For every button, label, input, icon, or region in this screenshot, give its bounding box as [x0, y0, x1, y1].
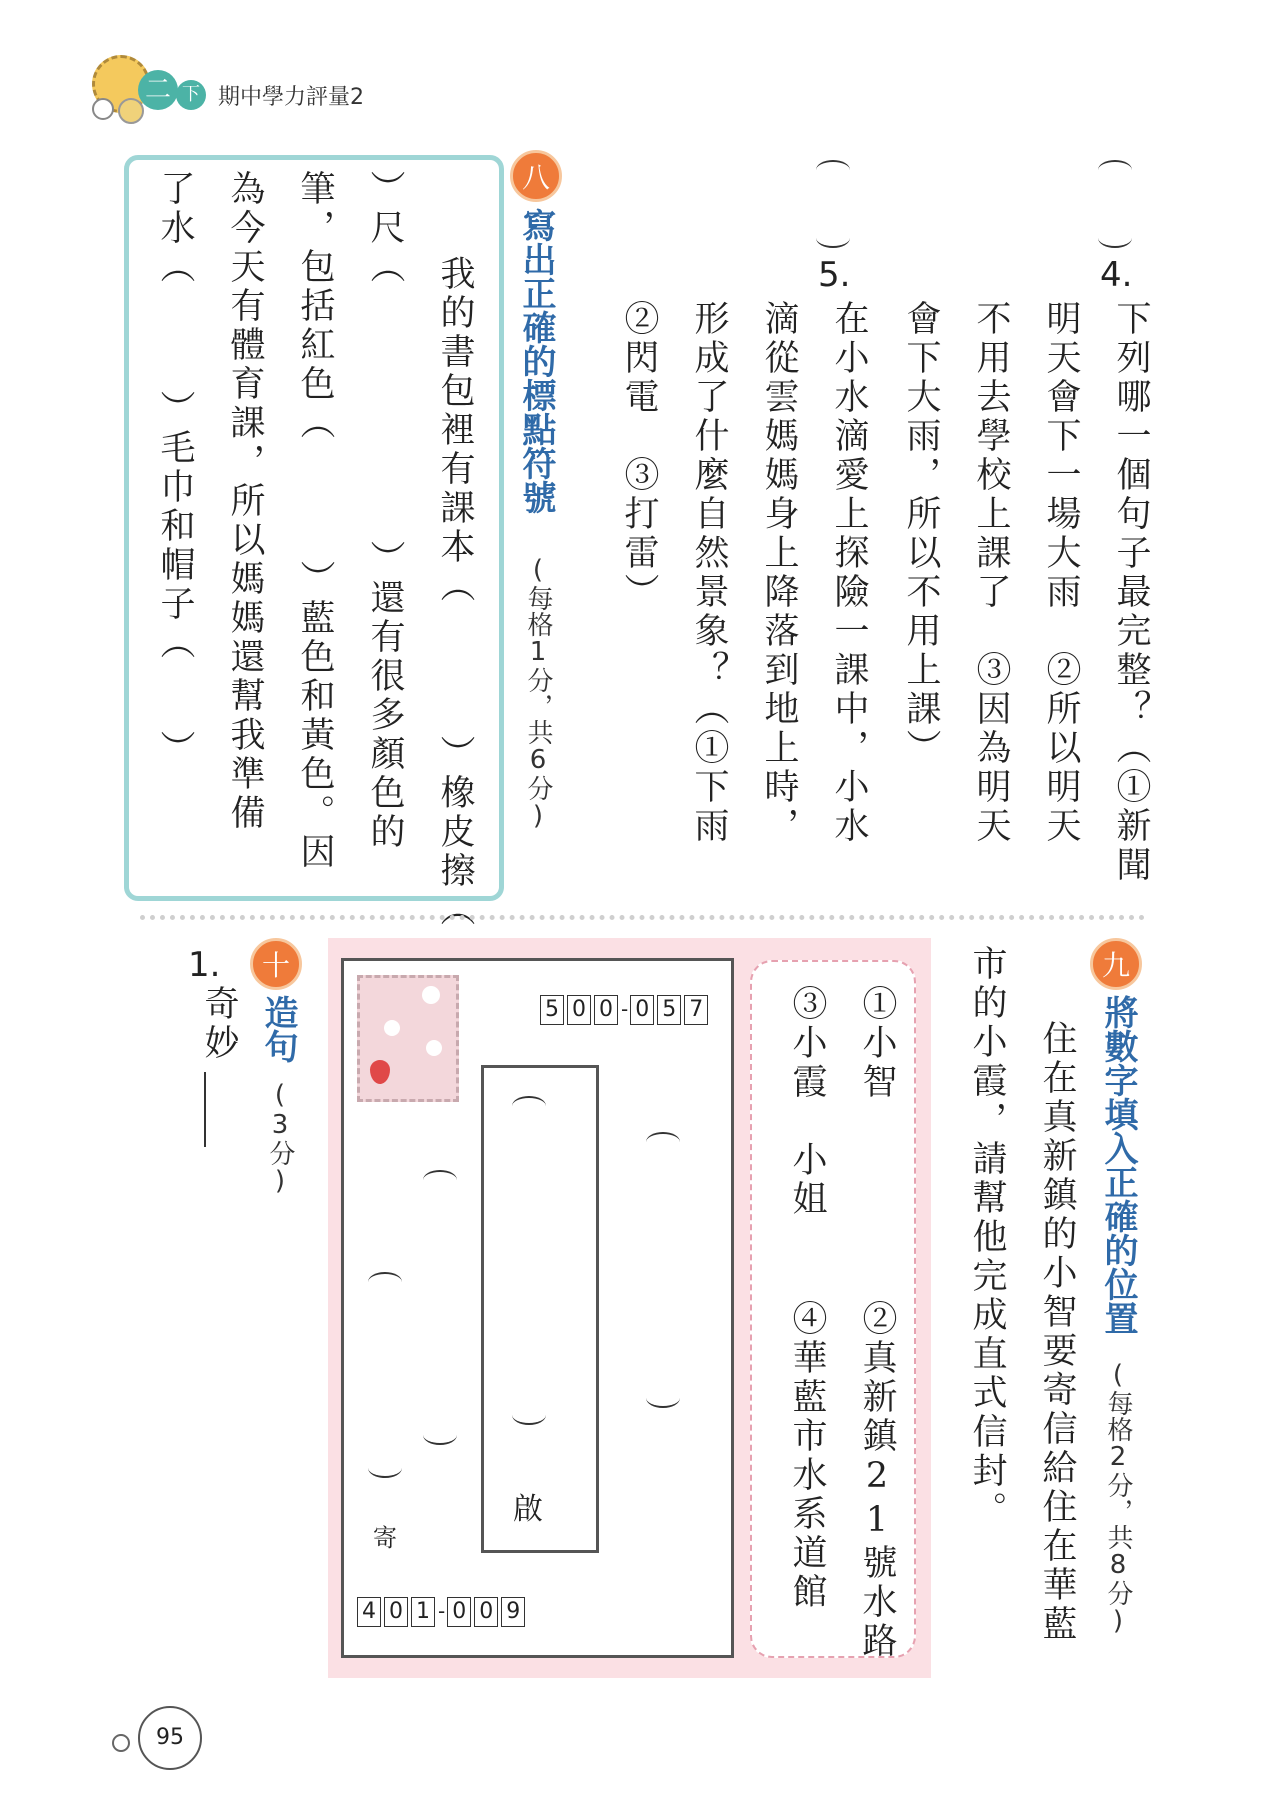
blank-paren-top[interactable]: [368, 1272, 402, 1292]
q5-line: 滴從雲媽媽身上降落到地上時，: [759, 300, 799, 846]
postcode-digit: 7: [684, 995, 708, 1025]
postcode-digit: 0: [567, 995, 591, 1025]
q1-word: 奇妙: [199, 985, 239, 1063]
answer-line[interactable]: [204, 1072, 206, 1147]
section9-score: (每格2分，共8分): [1103, 1360, 1133, 1636]
header-title: 期中學力評量2: [218, 85, 364, 110]
section8-line: 筆，包括紅色（: [295, 170, 335, 443]
flower-icon: [422, 986, 440, 1004]
section8-line: 我的書包裡有課本（: [435, 255, 475, 606]
postcode-dash: -: [621, 997, 629, 1021]
postcode-digit: 0: [630, 995, 654, 1025]
option-4: ④華藍市水系道館: [787, 1300, 827, 1612]
postcode-digit: 0: [447, 1597, 471, 1627]
option-1: ①小智: [857, 985, 897, 1102]
section8-title: 寫出正確的標點符號: [516, 208, 556, 514]
section8-badge: 八: [510, 150, 562, 202]
open-label: 啟: [513, 1492, 543, 1527]
section8-line: 了水（: [155, 170, 195, 287]
postcode-dash: -: [438, 1599, 446, 1623]
section8-score: (每格1分，共6分): [523, 555, 553, 831]
postcode-bottom: [357, 1597, 528, 1627]
flower-icon: [426, 1040, 442, 1056]
answer-paren-top[interactable]: [1098, 160, 1132, 180]
q5-line: 形成了什麼自然景象？（①下雨: [689, 300, 729, 846]
postcode-digit: 1: [411, 1597, 435, 1627]
blank-paren-top[interactable]: [512, 1096, 546, 1116]
section10-title: 造句: [258, 995, 298, 1063]
q5-line: 在小水滴愛上探險一課中，小水: [829, 300, 869, 846]
postcode-digit: 0: [384, 1597, 408, 1627]
postcode-top: [540, 995, 711, 1025]
section9-badge: 九: [1090, 938, 1142, 990]
blank-paren-bottom[interactable]: [512, 1405, 546, 1425]
blank-paren-bottom[interactable]: [423, 1425, 457, 1445]
section8-line: ）藍色和黃色。因: [295, 560, 335, 872]
postcode-digit: 0: [474, 1597, 498, 1627]
section10-badge: 十: [250, 938, 302, 990]
answer-paren-bottom[interactable]: [1098, 228, 1132, 248]
answer-paren-bottom[interactable]: [816, 228, 850, 248]
option-2: ②真新鎮21號水路: [857, 1300, 897, 1661]
postcode-digit: 5: [657, 995, 681, 1025]
grade-badge: 二: [138, 70, 178, 110]
q4-number: 4.: [1100, 255, 1133, 295]
stamp: [357, 975, 459, 1102]
section-divider: [140, 915, 1145, 920]
section8-line: ）毛巾和帽子（: [155, 390, 195, 663]
flower-decoration: [92, 98, 114, 120]
q4-line: 下列哪一個句子最完整？（①新聞: [1111, 300, 1151, 885]
blank-paren-top[interactable]: [423, 1170, 457, 1190]
sender-label: 寄: [373, 1524, 397, 1552]
q1-number: 1.: [188, 945, 221, 985]
section9-line: 市的小霞，請幫他完成直式信封。: [967, 945, 1007, 1530]
postcode-digit: 9: [501, 1597, 525, 1627]
section8-line: ）還有很多顏色的: [365, 540, 405, 852]
option-3: ③小霞 小姐: [787, 985, 827, 1219]
q4-line: 不用去學校上課了 ③因為明天: [971, 300, 1011, 846]
section9-title: 將數字填入正確的位置: [1098, 995, 1138, 1335]
q5-line: ②閃電 ③打雷）: [619, 300, 659, 612]
blank-paren-bottom[interactable]: [368, 1458, 402, 1478]
page-number: 95: [138, 1706, 202, 1770]
semester-badge: 下: [176, 80, 206, 110]
q4-line: 會下大雨，所以不用上課）: [901, 300, 941, 768]
blank-paren-top[interactable]: [646, 1132, 680, 1152]
section8-line: ）尺（: [365, 170, 405, 287]
flower-icon: [384, 1020, 400, 1036]
recipient-name-frame: [481, 1065, 599, 1553]
section8-line: 為今天有體育課，所以媽媽還幫我準備: [225, 170, 265, 833]
flower-decoration: [118, 98, 144, 124]
section10-score: (3分): [265, 1080, 295, 1196]
q4-line: 明天會下一場大雨 ②所以明天: [1041, 300, 1081, 846]
postcode-digit: 0: [594, 995, 618, 1025]
postcode-digit: 5: [540, 995, 564, 1025]
section8-line: ）橡皮擦（: [435, 735, 475, 930]
bubble-decoration: [112, 1734, 130, 1752]
postcode-digit: 4: [357, 1597, 381, 1627]
section9-line: 住在真新鎮的小智要寄信給住在華藍: [1037, 1020, 1077, 1644]
blank-paren-bottom[interactable]: [646, 1388, 680, 1408]
section8-line: ）: [155, 730, 195, 769]
strawberry-icon: [370, 1060, 390, 1084]
answer-paren-top[interactable]: [816, 160, 850, 180]
q5-number: 5.: [818, 255, 851, 295]
